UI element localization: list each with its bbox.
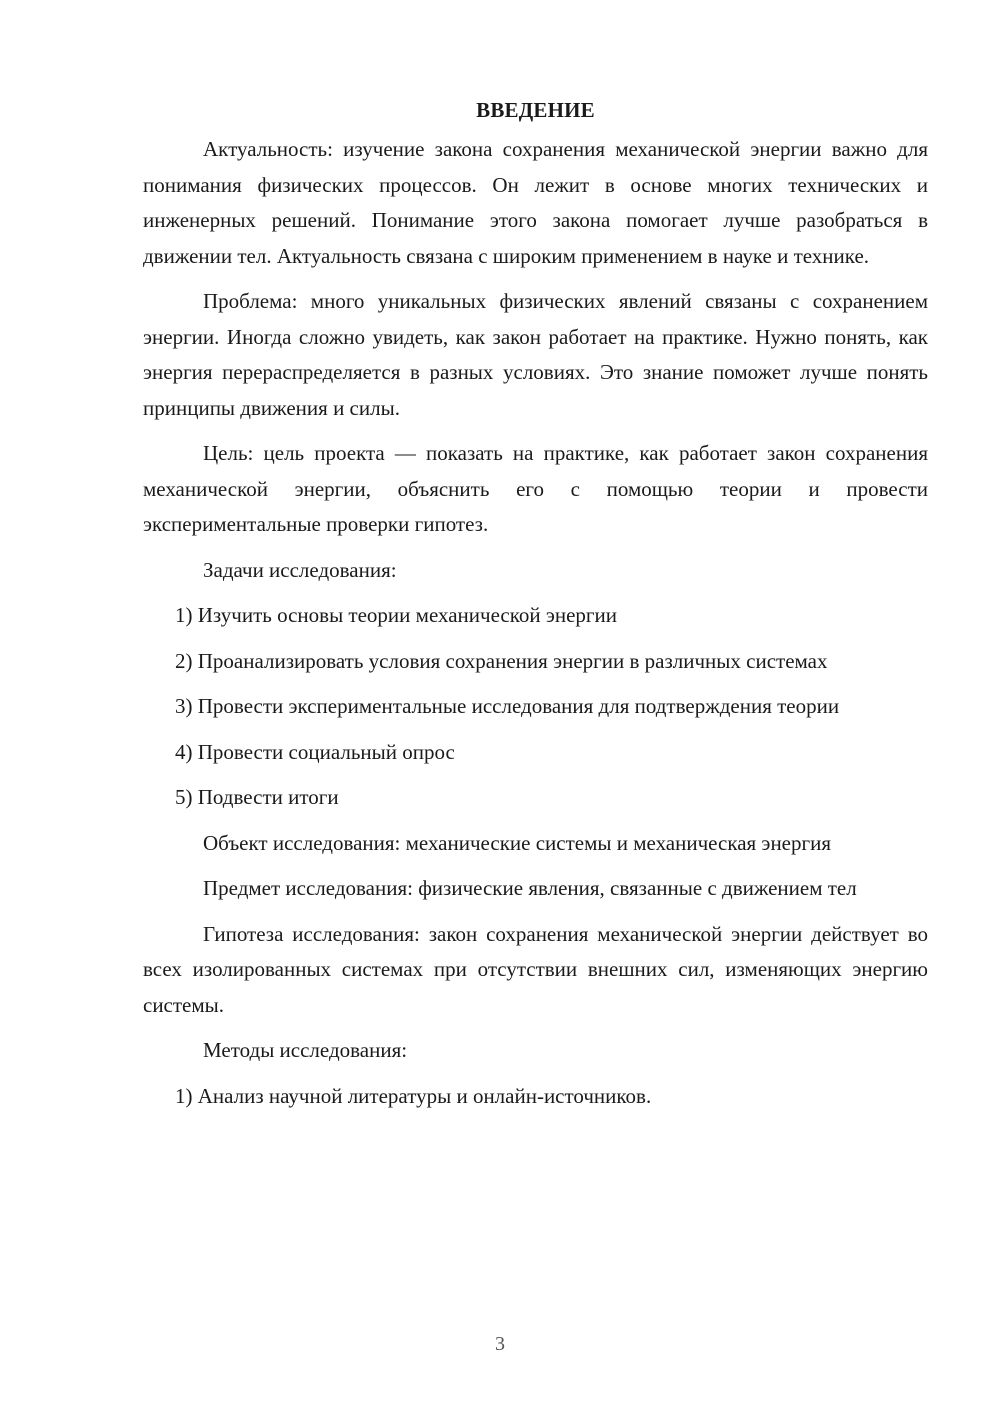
problem-paragraph: Проблема: много уникальных физических явлений связаны с сохранением энергии. Иногда сложно увидеть, как закон работает на практике. Нужно понять, как энергия перераспределяется в разных условиях. Это знание поможет лучше понять принципы движения и силы.: [143, 289, 928, 420]
object-paragraph: Объект исследования: механические системы и механическая энергия: [203, 830, 832, 855]
tasks-heading: Задачи исследования:: [203, 557, 397, 582]
task-item: 5) Подвести итоги: [175, 785, 339, 809]
goal-paragraph: Цель: цель проекта — показать на практике, как работает закон сохранения механической энергии, объяснить его с помощью теории и провести экспериментальные проверки гипотез.: [143, 441, 928, 536]
subject-paragraph: Предмет исследования: физические явления, связанные с движением тел: [203, 876, 857, 900]
task-item: 2) Проанализировать условия сохранения энергии в различных системах: [175, 648, 828, 673]
task-item: 3) Провести экспериментальные исследования для подтверждения теории: [175, 694, 840, 718]
section-title: ВВЕДЕНИЕ: [476, 98, 595, 122]
hypothesis-paragraph: Гипотеза исследования: закон сохранения механической энергии действует во всех изолированных системах при отсутствии внешних сил, изменяющих энергию системы.: [143, 921, 928, 1017]
method-item: 1) Анализ научной литературы и онлайн-источников.: [175, 1083, 652, 1108]
task-item: 4) Провести социальный опрос: [175, 739, 455, 764]
methods-heading: Методы исследования:: [203, 1038, 408, 1062]
task-item: 1) Изучить основы теории механической энергии: [175, 603, 618, 627]
relevance-paragraph: Актуальность: изучение закона сохранения механической энергии важно для понимания физических процессов. Он лежит в основе многих технических и инженерных решений. Понимание этого закона помогает лучше разобраться в движении тел. Актуальность связана с широким применением в науке и технике.: [143, 137, 928, 268]
document-page: [143, 93, 928, 1124]
page-number: 3: [495, 1333, 505, 1355]
